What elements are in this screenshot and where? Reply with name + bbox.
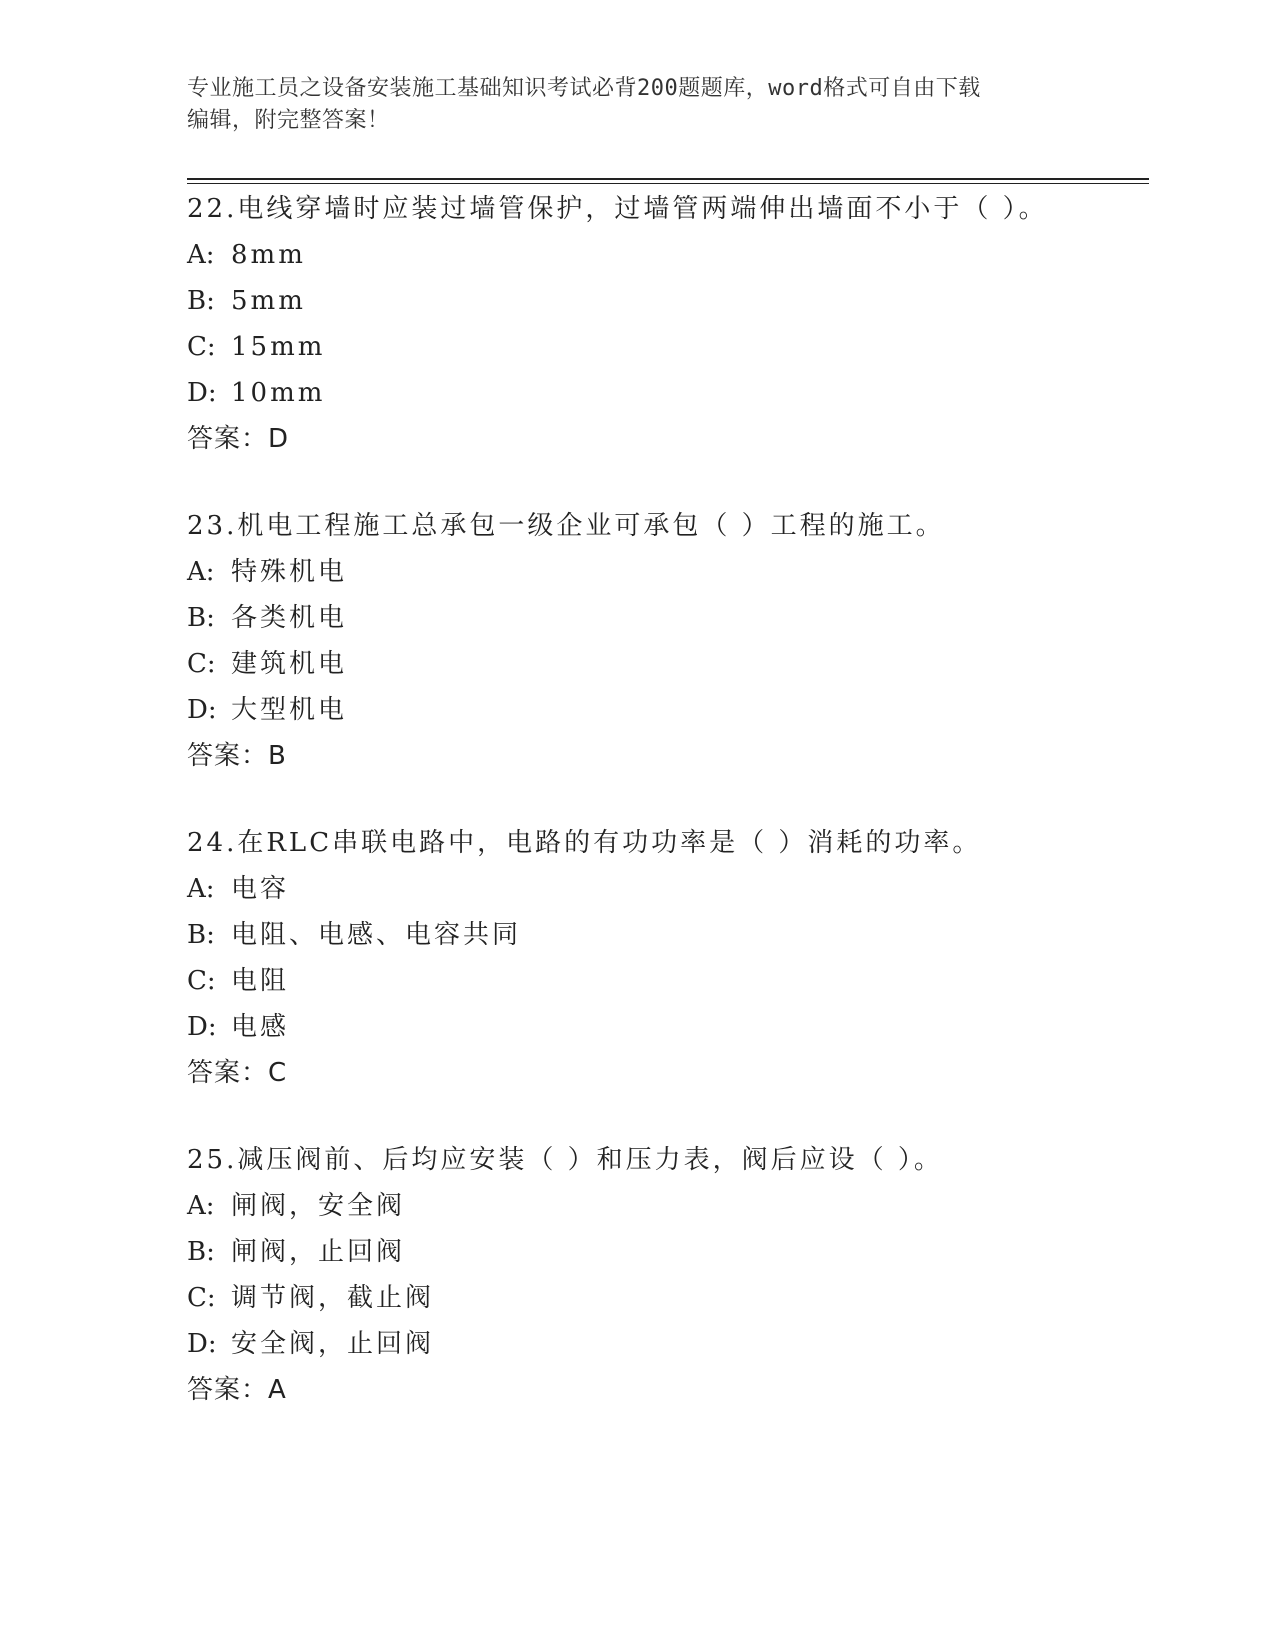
option-text: 调节阀，截止阀	[231, 1283, 435, 1313]
option-d	[187, 377, 1147, 423]
option-c	[187, 965, 1147, 1011]
question-24	[187, 827, 1147, 1103]
option-key: A:	[187, 1191, 215, 1221]
answer-line: 答案：B	[187, 741, 287, 771]
option-a	[187, 1190, 1147, 1236]
option-c	[187, 331, 1147, 377]
header-divider	[187, 178, 1149, 184]
option-d	[187, 1328, 1147, 1374]
option-a	[187, 556, 1147, 602]
answer-line: 答案：C	[187, 1058, 288, 1088]
option-b	[187, 1236, 1147, 1282]
option-key: D:	[187, 1329, 217, 1359]
option-d	[187, 694, 1147, 740]
option-key: D:	[187, 378, 217, 408]
option-text: 10mm	[231, 378, 326, 408]
option-text: 大型机电	[231, 695, 348, 725]
question-stem: 24.在RLC串联电路中，电路的有功功率是（ ）消耗的功率。	[187, 828, 982, 858]
option-c	[187, 1282, 1147, 1328]
option-text: 电容	[231, 874, 290, 904]
option-text: 电感	[231, 1012, 290, 1042]
option-key: C:	[187, 966, 216, 996]
option-key: D:	[187, 695, 217, 725]
option-text: 15mm	[231, 332, 326, 362]
option-text: 电阻、电感、电容共同	[231, 920, 522, 950]
header-line-1: 专业施工员之设备安装施工基础知识考试必背200题题库，word格式可自由下载	[187, 76, 981, 101]
option-b	[187, 285, 1147, 331]
question-stem: 25.减压阀前、后均应安装（ ）和压力表，阀后应设（ ）。	[187, 1145, 943, 1175]
option-key: D:	[187, 1012, 217, 1042]
option-key: B:	[187, 286, 215, 316]
option-text: 闸阀，安全阀	[231, 1191, 406, 1221]
option-text: 8mm	[231, 240, 306, 270]
option-text: 安全阀，止回阀	[231, 1329, 435, 1359]
option-text: 闸阀，止回阀	[231, 1237, 406, 1267]
option-d	[187, 1011, 1147, 1057]
option-b	[187, 919, 1147, 965]
option-a	[187, 239, 1147, 285]
option-key: C:	[187, 1283, 216, 1313]
answer-line: 答案：D	[187, 424, 290, 454]
question-stem: 22.电线穿墙时应装过墙管保护，过墙管两端伸出墙面不小于（ ）。	[187, 194, 1048, 224]
option-key: C:	[187, 649, 216, 679]
option-key: C:	[187, 332, 216, 362]
option-text: 电阻	[231, 966, 290, 996]
option-b	[187, 602, 1147, 648]
option-key: A:	[187, 240, 215, 270]
header-line-2: 编辑，附完整答案！	[187, 108, 390, 133]
option-key: B:	[187, 603, 215, 633]
document-header	[187, 73, 1087, 137]
answer-line: 答案：A	[187, 1375, 287, 1405]
question-25	[187, 1144, 1147, 1420]
option-text: 各类机电	[231, 603, 348, 633]
option-a	[187, 873, 1147, 919]
question-stem: 23.机电工程施工总承包一级企业可承包（ ）工程的施工。	[187, 511, 945, 541]
option-text: 特殊机电	[231, 557, 348, 587]
question-22	[187, 193, 1147, 469]
option-key: B:	[187, 1237, 215, 1267]
option-key: A:	[187, 874, 215, 904]
option-c	[187, 648, 1147, 694]
question-23	[187, 510, 1147, 786]
option-text: 建筑机电	[231, 649, 348, 679]
option-key: A:	[187, 557, 215, 587]
option-text: 5mm	[231, 286, 306, 316]
option-key: B:	[187, 920, 215, 950]
